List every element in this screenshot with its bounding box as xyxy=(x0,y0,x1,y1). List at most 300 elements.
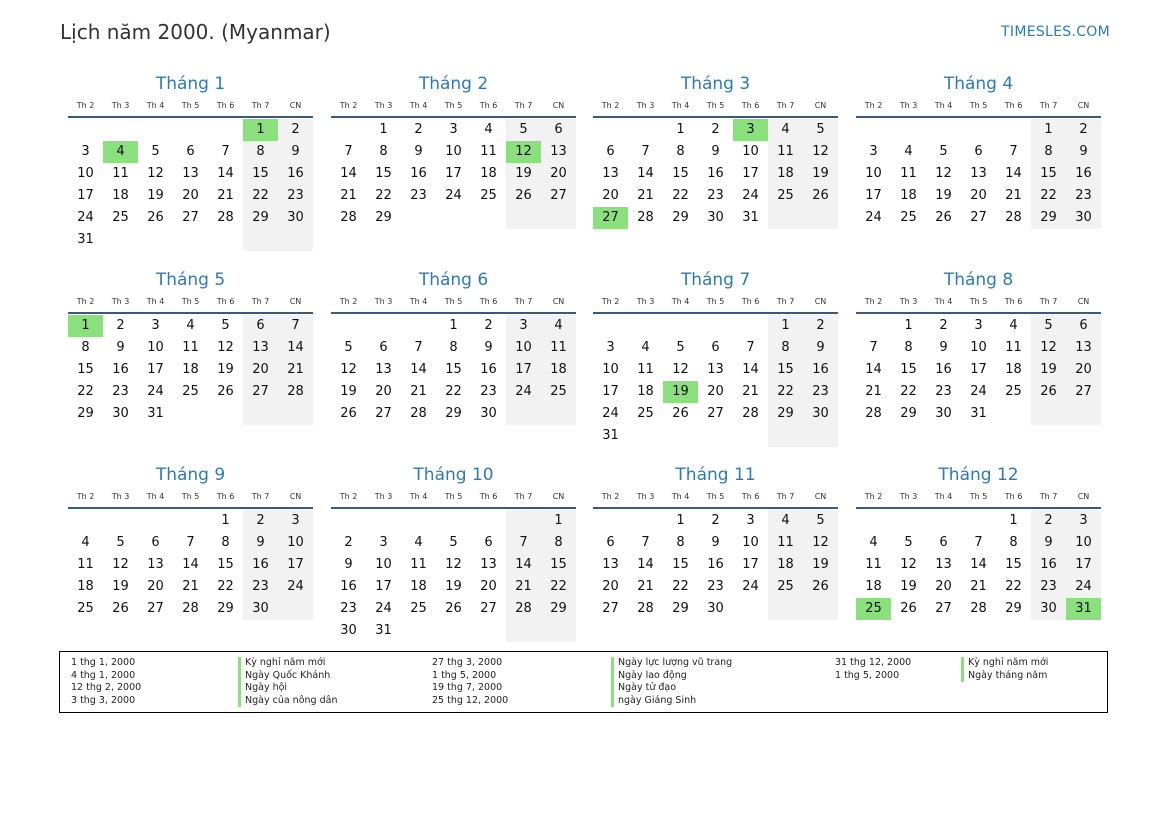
day-cell[interactable]: 4 xyxy=(768,119,803,141)
day-cell[interactable]: 3 xyxy=(379,535,388,550)
day-cell[interactable]: 3 xyxy=(974,318,983,333)
day-cell[interactable]: 13 xyxy=(243,337,278,359)
day-cell[interactable]: 1 xyxy=(449,318,458,333)
day-cell[interactable]: 7 xyxy=(1009,144,1018,159)
day-cell[interactable]: 10 xyxy=(1066,532,1101,554)
day-cell[interactable]: 8 xyxy=(221,535,230,550)
day-cell[interactable]: 14 xyxy=(742,362,759,377)
day-cell[interactable]: 1 xyxy=(904,318,913,333)
day-cell[interactable]: 27 xyxy=(182,210,199,225)
day-cell[interactable]: 13 xyxy=(375,362,392,377)
day-cell[interactable]: 1 xyxy=(1009,513,1018,528)
day-cell[interactable]: 26 xyxy=(935,210,952,225)
day-cell[interactable]: 10 xyxy=(970,340,987,355)
day-cell[interactable]: 29 xyxy=(1005,601,1022,616)
day-cell[interactable]: 12 xyxy=(506,141,541,163)
day-cell[interactable]: 3 xyxy=(869,144,878,159)
site-link[interactable]: TIMESLES.COM xyxy=(1001,24,1110,40)
day-cell[interactable]: 29 xyxy=(375,210,392,225)
day-cell[interactable]: 2 xyxy=(414,122,423,137)
day-cell[interactable]: 2 xyxy=(711,513,720,528)
day-cell[interactable]: 22 xyxy=(217,579,234,594)
day-cell[interactable]: 10 xyxy=(147,340,164,355)
day-cell[interactable]: 17 xyxy=(278,554,313,576)
day-cell[interactable]: 11 xyxy=(541,337,576,359)
day-cell[interactable]: 30 xyxy=(480,406,497,421)
day-cell[interactable]: 12 xyxy=(935,166,952,181)
day-cell[interactable]: 5 xyxy=(344,340,353,355)
day-cell[interactable]: 23 xyxy=(707,579,724,594)
day-cell[interactable]: 24 xyxy=(278,576,313,598)
day-cell[interactable]: 25 xyxy=(637,406,654,421)
day-cell[interactable]: 15 xyxy=(217,557,234,572)
day-cell[interactable]: 26 xyxy=(340,406,357,421)
day-cell[interactable]: 12 xyxy=(900,557,917,572)
day-cell[interactable]: 21 xyxy=(182,579,199,594)
day-cell[interactable]: 2 xyxy=(344,535,353,550)
day-cell[interactable]: 14 xyxy=(506,554,541,576)
day-cell[interactable]: 1 xyxy=(676,122,685,137)
day-cell[interactable]: 2 xyxy=(278,119,313,141)
day-cell[interactable]: 17 xyxy=(77,188,94,203)
day-cell[interactable]: 16 xyxy=(112,362,129,377)
day-cell[interactable]: 30 xyxy=(243,598,278,620)
day-cell[interactable]: 23 xyxy=(1066,185,1101,207)
day-cell[interactable]: 9 xyxy=(803,337,838,359)
day-cell[interactable]: 26 xyxy=(900,601,917,616)
day-cell[interactable]: 7 xyxy=(344,144,353,159)
day-cell[interactable]: 8 xyxy=(904,340,913,355)
day-cell[interactable]: 16 xyxy=(410,166,427,181)
day-cell[interactable]: 11 xyxy=(768,141,803,163)
day-cell[interactable]: 21 xyxy=(865,384,882,399)
day-cell[interactable]: 18 xyxy=(900,188,917,203)
day-cell[interactable]: 10 xyxy=(278,532,313,554)
day-cell[interactable]: 19 xyxy=(663,381,698,403)
day-cell[interactable]: 12 xyxy=(445,557,462,572)
day-cell[interactable]: 12 xyxy=(803,532,838,554)
day-cell[interactable]: 16 xyxy=(707,166,724,181)
day-cell[interactable]: 12 xyxy=(1031,337,1066,359)
day-cell[interactable]: 25 xyxy=(856,598,891,620)
day-cell[interactable]: 14 xyxy=(1005,166,1022,181)
day-cell[interactable]: 22 xyxy=(375,188,392,203)
day-cell[interactable]: 30 xyxy=(803,403,838,425)
day-cell[interactable]: 15 xyxy=(375,166,392,181)
day-cell[interactable]: 2 xyxy=(243,510,278,532)
day-cell[interactable]: 30 xyxy=(340,623,357,638)
day-cell[interactable]: 22 xyxy=(541,576,576,598)
day-cell[interactable]: 7 xyxy=(186,535,195,550)
day-cell[interactable]: 1 xyxy=(221,513,230,528)
day-cell[interactable]: 15 xyxy=(445,362,462,377)
day-cell[interactable]: 8 xyxy=(768,337,803,359)
day-cell[interactable]: 20 xyxy=(1066,359,1101,381)
day-cell[interactable]: 13 xyxy=(602,166,619,181)
day-cell[interactable]: 18 xyxy=(112,188,129,203)
day-cell[interactable]: 6 xyxy=(151,535,160,550)
day-cell[interactable]: 22 xyxy=(445,384,462,399)
day-cell[interactable]: 27 xyxy=(935,601,952,616)
day-cell[interactable]: 3 xyxy=(151,318,160,333)
day-cell[interactable]: 16 xyxy=(707,557,724,572)
day-cell[interactable]: 13 xyxy=(147,557,164,572)
day-cell[interactable]: 11 xyxy=(865,557,882,572)
day-cell[interactable]: 29 xyxy=(77,406,94,421)
day-cell[interactable]: 12 xyxy=(803,141,838,163)
day-cell[interactable]: 21 xyxy=(340,188,357,203)
day-cell[interactable]: 9 xyxy=(278,141,313,163)
day-cell[interactable]: 23 xyxy=(935,384,952,399)
day-cell[interactable]: 24 xyxy=(1066,576,1101,598)
day-cell[interactable]: 5 xyxy=(116,535,125,550)
day-cell[interactable]: 6 xyxy=(606,144,615,159)
day-cell[interactable]: 3 xyxy=(1066,510,1101,532)
day-cell[interactable]: 17 xyxy=(147,362,164,377)
day-cell[interactable]: 25 xyxy=(77,601,94,616)
day-cell[interactable]: 14 xyxy=(217,166,234,181)
day-cell[interactable]: 20 xyxy=(375,384,392,399)
day-cell[interactable]: 9 xyxy=(711,144,720,159)
day-cell[interactable]: 11 xyxy=(480,144,497,159)
day-cell[interactable]: 4 xyxy=(869,535,878,550)
day-cell[interactable]: 29 xyxy=(900,406,917,421)
day-cell[interactable]: 26 xyxy=(803,576,838,598)
day-cell[interactable]: 25 xyxy=(768,576,803,598)
day-cell[interactable]: 27 xyxy=(480,601,497,616)
day-cell[interactable]: 14 xyxy=(865,362,882,377)
day-cell[interactable]: 6 xyxy=(186,144,195,159)
day-cell[interactable]: 24 xyxy=(445,188,462,203)
day-cell[interactable]: 5 xyxy=(151,144,160,159)
day-cell[interactable]: 17 xyxy=(375,579,392,594)
day-cell[interactable]: 4 xyxy=(541,315,576,337)
day-cell[interactable]: 14 xyxy=(278,337,313,359)
day-cell[interactable]: 25 xyxy=(112,210,129,225)
day-cell[interactable]: 30 xyxy=(707,601,724,616)
day-cell[interactable]: 10 xyxy=(742,535,759,550)
day-cell[interactable]: 4 xyxy=(414,535,423,550)
day-cell[interactable]: 31 xyxy=(147,406,164,421)
day-cell[interactable]: 4 xyxy=(641,340,650,355)
day-cell[interactable]: 28 xyxy=(970,601,987,616)
day-cell[interactable]: 17 xyxy=(602,384,619,399)
day-cell[interactable]: 4 xyxy=(484,122,493,137)
day-cell[interactable]: 28 xyxy=(506,598,541,620)
day-cell[interactable]: 15 xyxy=(541,554,576,576)
day-cell[interactable]: 6 xyxy=(1066,315,1101,337)
day-cell[interactable]: 5 xyxy=(803,119,838,141)
day-cell[interactable]: 8 xyxy=(81,340,90,355)
day-cell[interactable]: 17 xyxy=(1066,554,1101,576)
day-cell[interactable]: 26 xyxy=(445,601,462,616)
day-cell[interactable]: 26 xyxy=(112,601,129,616)
day-cell[interactable]: 8 xyxy=(449,340,458,355)
day-cell[interactable]: 5 xyxy=(506,119,541,141)
day-cell[interactable]: 30 xyxy=(278,207,313,229)
day-cell[interactable]: 29 xyxy=(541,598,576,620)
day-cell[interactable]: 15 xyxy=(768,359,803,381)
day-cell[interactable]: 13 xyxy=(602,557,619,572)
day-cell[interactable]: 31 xyxy=(77,232,94,247)
day-cell[interactable]: 29 xyxy=(217,601,234,616)
day-cell[interactable]: 27 xyxy=(375,406,392,421)
day-cell[interactable]: 19 xyxy=(340,384,357,399)
day-cell[interactable]: 11 xyxy=(768,532,803,554)
day-cell[interactable]: 20 xyxy=(935,579,952,594)
day-cell[interactable]: 23 xyxy=(112,384,129,399)
day-cell[interactable]: 14 xyxy=(637,166,654,181)
day-cell[interactable]: 12 xyxy=(340,362,357,377)
day-cell[interactable]: 3 xyxy=(81,144,90,159)
day-cell[interactable]: 21 xyxy=(742,384,759,399)
day-cell[interactable]: 21 xyxy=(410,384,427,399)
day-cell[interactable]: 26 xyxy=(803,185,838,207)
day-cell[interactable]: 17 xyxy=(506,359,541,381)
day-cell[interactable]: 28 xyxy=(742,406,759,421)
day-cell[interactable]: 27 xyxy=(147,601,164,616)
day-cell[interactable]: 29 xyxy=(1031,207,1066,229)
day-cell[interactable]: 13 xyxy=(707,362,724,377)
day-cell[interactable]: 19 xyxy=(1031,359,1066,381)
day-cell[interactable]: 18 xyxy=(541,359,576,381)
day-cell[interactable]: 18 xyxy=(865,579,882,594)
day-cell[interactable]: 22 xyxy=(768,381,803,403)
day-cell[interactable]: 9 xyxy=(414,144,423,159)
day-cell[interactable]: 10 xyxy=(742,144,759,159)
day-cell[interactable]: 24 xyxy=(865,210,882,225)
day-cell[interactable]: 18 xyxy=(182,362,199,377)
day-cell[interactable]: 3 xyxy=(506,315,541,337)
day-cell[interactable]: 11 xyxy=(77,557,94,572)
day-cell[interactable]: 23 xyxy=(243,576,278,598)
day-cell[interactable]: 31 xyxy=(742,210,759,225)
day-cell[interactable]: 17 xyxy=(742,166,759,181)
day-cell[interactable]: 20 xyxy=(147,579,164,594)
day-cell[interactable]: 31 xyxy=(970,406,987,421)
day-cell[interactable]: 21 xyxy=(637,579,654,594)
day-cell[interactable]: 7 xyxy=(974,535,983,550)
day-cell[interactable]: 24 xyxy=(970,384,987,399)
day-cell[interactable]: 1 xyxy=(379,122,388,137)
day-cell[interactable]: 19 xyxy=(217,362,234,377)
day-cell[interactable]: 10 xyxy=(445,144,462,159)
day-cell[interactable]: 19 xyxy=(445,579,462,594)
day-cell[interactable]: 6 xyxy=(541,119,576,141)
day-cell[interactable]: 9 xyxy=(484,340,493,355)
day-cell[interactable]: 19 xyxy=(935,188,952,203)
day-cell[interactable]: 17 xyxy=(445,166,462,181)
day-cell[interactable]: 12 xyxy=(672,362,689,377)
day-cell[interactable]: 21 xyxy=(637,188,654,203)
day-cell[interactable]: 29 xyxy=(445,406,462,421)
day-cell[interactable]: 24 xyxy=(742,579,759,594)
day-cell[interactable]: 29 xyxy=(672,210,689,225)
day-cell[interactable]: 14 xyxy=(340,166,357,181)
day-cell[interactable]: 20 xyxy=(243,359,278,381)
day-cell[interactable]: 5 xyxy=(221,318,230,333)
day-cell[interactable]: 25 xyxy=(541,381,576,403)
day-cell[interactable]: 25 xyxy=(768,185,803,207)
day-cell[interactable]: 6 xyxy=(379,340,388,355)
day-cell[interactable]: 22 xyxy=(900,384,917,399)
day-cell[interactable]: 12 xyxy=(217,340,234,355)
day-cell[interactable]: 10 xyxy=(865,166,882,181)
day-cell[interactable]: 10 xyxy=(602,362,619,377)
day-cell[interactable]: 22 xyxy=(77,384,94,399)
day-cell[interactable]: 9 xyxy=(711,535,720,550)
day-cell[interactable]: 27 xyxy=(970,210,987,225)
day-cell[interactable]: 23 xyxy=(340,601,357,616)
day-cell[interactable]: 13 xyxy=(935,557,952,572)
day-cell[interactable]: 19 xyxy=(803,554,838,576)
day-cell[interactable]: 26 xyxy=(217,384,234,399)
day-cell[interactable]: 14 xyxy=(410,362,427,377)
day-cell[interactable]: 15 xyxy=(672,166,689,181)
day-cell[interactable]: 24 xyxy=(375,601,392,616)
day-cell[interactable]: 20 xyxy=(602,579,619,594)
day-cell[interactable]: 24 xyxy=(506,381,541,403)
day-cell[interactable]: 15 xyxy=(900,362,917,377)
day-cell[interactable]: 22 xyxy=(1031,185,1066,207)
day-cell[interactable]: 18 xyxy=(768,163,803,185)
day-cell[interactable]: 28 xyxy=(182,601,199,616)
day-cell[interactable]: 6 xyxy=(606,535,615,550)
day-cell[interactable]: 13 xyxy=(1066,337,1101,359)
day-cell[interactable]: 28 xyxy=(637,210,654,225)
day-cell[interactable]: 18 xyxy=(637,384,654,399)
day-cell[interactable]: 19 xyxy=(900,579,917,594)
day-cell[interactable]: 13 xyxy=(970,166,987,181)
day-cell[interactable]: 1 xyxy=(1031,119,1066,141)
day-cell[interactable]: 24 xyxy=(147,384,164,399)
day-cell[interactable]: 24 xyxy=(742,188,759,203)
day-cell[interactable]: 25 xyxy=(480,188,497,203)
day-cell[interactable]: 30 xyxy=(935,406,952,421)
day-cell[interactable]: 3 xyxy=(606,340,615,355)
day-cell[interactable]: 27 xyxy=(707,406,724,421)
day-cell[interactable]: 10 xyxy=(506,337,541,359)
day-cell[interactable]: 8 xyxy=(1031,141,1066,163)
day-cell[interactable]: 6 xyxy=(243,315,278,337)
day-cell[interactable]: 2 xyxy=(484,318,493,333)
day-cell[interactable]: 3 xyxy=(733,119,768,141)
day-cell[interactable]: 4 xyxy=(1009,318,1018,333)
day-cell[interactable]: 27 xyxy=(602,601,619,616)
day-cell[interactable]: 28 xyxy=(217,210,234,225)
day-cell[interactable]: 27 xyxy=(593,207,628,229)
day-cell[interactable]: 28 xyxy=(340,210,357,225)
day-cell[interactable]: 18 xyxy=(768,554,803,576)
day-cell[interactable]: 1 xyxy=(68,315,103,337)
day-cell[interactable]: 30 xyxy=(707,210,724,225)
day-cell[interactable]: 4 xyxy=(186,318,195,333)
day-cell[interactable]: 26 xyxy=(672,406,689,421)
day-cell[interactable]: 28 xyxy=(278,381,313,403)
day-cell[interactable]: 21 xyxy=(278,359,313,381)
day-cell[interactable]: 29 xyxy=(768,403,803,425)
day-cell[interactable]: 9 xyxy=(344,557,353,572)
day-cell[interactable]: 31 xyxy=(602,428,619,443)
day-cell[interactable]: 20 xyxy=(541,163,576,185)
day-cell[interactable]: 8 xyxy=(676,144,685,159)
day-cell[interactable]: 6 xyxy=(974,144,983,159)
day-cell[interactable]: 21 xyxy=(1005,188,1022,203)
day-cell[interactable]: 7 xyxy=(506,532,541,554)
day-cell[interactable]: 3 xyxy=(746,513,755,528)
day-cell[interactable]: 4 xyxy=(81,535,90,550)
day-cell[interactable]: 11 xyxy=(182,340,199,355)
day-cell[interactable]: 20 xyxy=(480,579,497,594)
day-cell[interactable]: 28 xyxy=(410,406,427,421)
day-cell[interactable]: 24 xyxy=(602,406,619,421)
day-cell[interactable]: 18 xyxy=(480,166,497,181)
day-cell[interactable]: 13 xyxy=(182,166,199,181)
day-cell[interactable]: 5 xyxy=(449,535,458,550)
day-cell[interactable]: 11 xyxy=(410,557,427,572)
day-cell[interactable]: 10 xyxy=(77,166,94,181)
day-cell[interactable]: 17 xyxy=(742,557,759,572)
day-cell[interactable]: 5 xyxy=(676,340,685,355)
day-cell[interactable]: 14 xyxy=(637,557,654,572)
day-cell[interactable]: 3 xyxy=(278,510,313,532)
day-cell[interactable]: 24 xyxy=(77,210,94,225)
day-cell[interactable]: 15 xyxy=(243,163,278,185)
day-cell[interactable]: 8 xyxy=(541,532,576,554)
day-cell[interactable]: 6 xyxy=(711,340,720,355)
day-cell[interactable]: 21 xyxy=(217,188,234,203)
day-cell[interactable]: 7 xyxy=(221,144,230,159)
day-cell[interactable]: 23 xyxy=(410,188,427,203)
day-cell[interactable]: 8 xyxy=(676,535,685,550)
day-cell[interactable]: 2 xyxy=(1066,119,1101,141)
day-cell[interactable]: 25 xyxy=(182,384,199,399)
day-cell[interactable]: 30 xyxy=(1031,598,1066,620)
day-cell[interactable]: 17 xyxy=(970,362,987,377)
day-cell[interactable]: 16 xyxy=(278,163,313,185)
day-cell[interactable]: 15 xyxy=(1031,163,1066,185)
day-cell[interactable]: 9 xyxy=(1066,141,1101,163)
day-cell[interactable]: 6 xyxy=(939,535,948,550)
day-cell[interactable]: 14 xyxy=(970,557,987,572)
day-cell[interactable]: 2 xyxy=(939,318,948,333)
day-cell[interactable]: 12 xyxy=(147,166,164,181)
day-cell[interactable]: 25 xyxy=(410,601,427,616)
day-cell[interactable]: 2 xyxy=(1031,510,1066,532)
day-cell[interactable]: 16 xyxy=(1031,554,1066,576)
day-cell[interactable]: 29 xyxy=(243,207,278,229)
day-cell[interactable]: 22 xyxy=(243,185,278,207)
day-cell[interactable]: 25 xyxy=(900,210,917,225)
day-cell[interactable]: 31 xyxy=(375,623,392,638)
day-cell[interactable]: 22 xyxy=(672,579,689,594)
day-cell[interactable]: 19 xyxy=(112,579,129,594)
day-cell[interactable]: 28 xyxy=(1005,210,1022,225)
day-cell[interactable]: 18 xyxy=(77,579,94,594)
day-cell[interactable]: 7 xyxy=(414,340,423,355)
day-cell[interactable]: 1 xyxy=(243,119,278,141)
day-cell[interactable]: 9 xyxy=(243,532,278,554)
day-cell[interactable]: 2 xyxy=(116,318,125,333)
day-cell[interactable]: 23 xyxy=(480,384,497,399)
day-cell[interactable]: 8 xyxy=(379,144,388,159)
day-cell[interactable]: 15 xyxy=(1005,557,1022,572)
day-cell[interactable]: 29 xyxy=(672,601,689,616)
day-cell[interactable]: 27 xyxy=(541,185,576,207)
day-cell[interactable]: 3 xyxy=(449,122,458,137)
day-cell[interactable]: 11 xyxy=(1005,340,1022,355)
day-cell[interactable]: 7 xyxy=(278,315,313,337)
